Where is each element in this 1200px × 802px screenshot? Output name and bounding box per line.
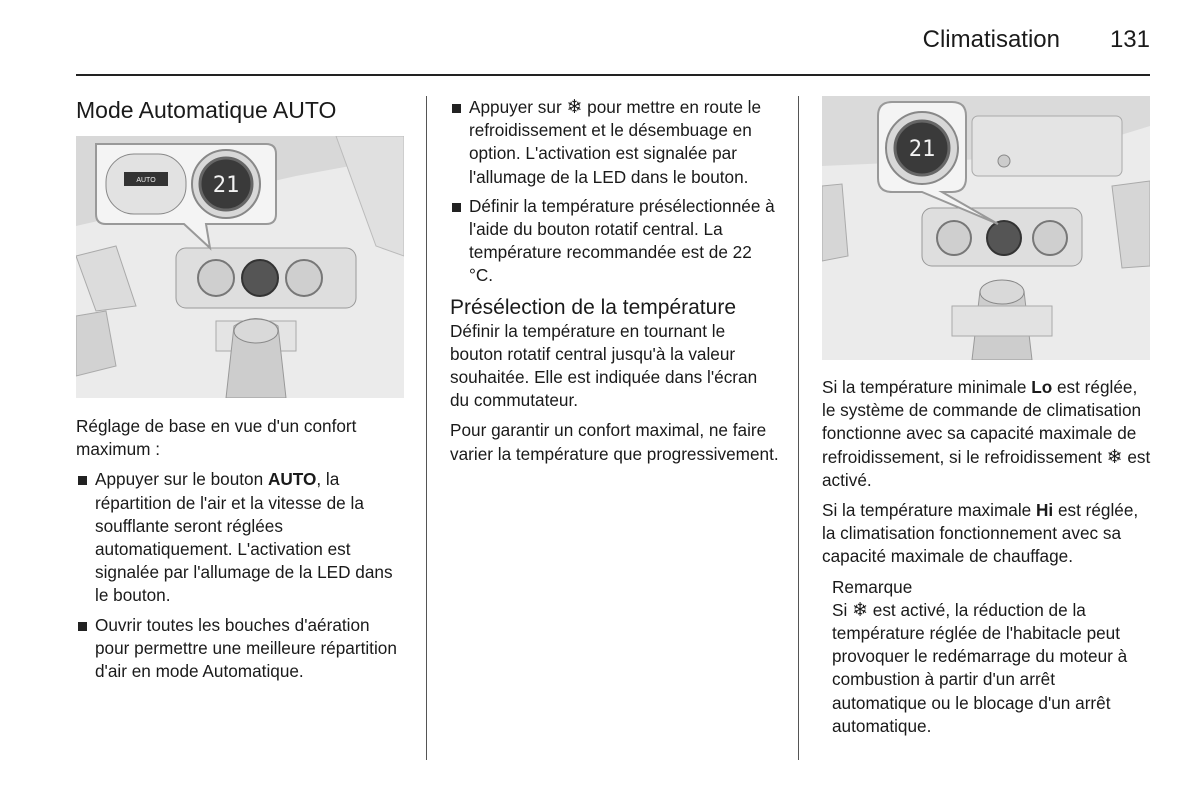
figure-console-knob [822,96,1150,360]
list-item [76,468,406,607]
bullet-text: , la répartition de l'air et la vitesse de la soufflante seront réglées automatiquement. L'activation est signalée par l'allumage de la LED dans le bouton. [95,469,393,606]
hi-keyword: Hi [1035,500,1054,521]
paragraph-text: est réglée, le système de commande de climatisation fonctionne avec sa capacité maximale de refroidissement, si le refroidissement [822,377,1142,467]
bullet-text: Appuyer sur [469,97,567,117]
list-item [450,96,780,189]
page-number: 131 [1109,26,1150,53]
bullet-list-cooling [450,96,780,288]
bullet-text: Ouvrir toutes les bouches d'aération pour permettre une meilleure répartition d'air en mode Automatique. [95,614,397,682]
column-2 [450,96,780,473]
note-body: est activé, la réduction de la température réglée de l'habitacle peut provoquer le redémarrage du moteur à combustion à partir d'un arrêt automatique ou le blocage d'un arrêt automatique. [832,599,1128,736]
section-heading-preselection: Présélection de la température [450,295,736,319]
list-item [450,195,780,288]
figure-console-auto [76,136,404,398]
console-illustration [76,136,404,398]
chapter-title: Climatisation [922,26,1060,53]
header-rule [76,74,1150,76]
note-box [822,576,1152,738]
column-3 [822,96,1152,738]
bullet-text: pour mettre en route le refroidissement et le désembuage en option. L'activation est signalée par l'allumage de la LED dans le bouton. [469,97,762,187]
paragraph: Définir la température en tournant le bouton rotatif central jusqu'à la valeur souhaitée. Elle est indiquée dans l'écran du commutateur. [450,320,758,411]
auto-keyword: AUTO [267,469,317,490]
paragraph: Pour garantir un confort maximal, ne faire varier la température que progressivement. [450,420,779,464]
bullet-list-auto [76,468,406,683]
paragraph-text: est activé. [822,446,1151,490]
figure-temp-display: 21 [908,137,936,162]
column-divider-2 [798,96,799,760]
note-title: Remarque [832,576,913,597]
bullet-text: Appuyer sur le bouton [95,469,268,490]
section-heading-auto: Mode Automatique AUTO [76,97,337,123]
lo-keyword: Lo [1031,377,1053,397]
paragraph-text: est réglée, la climatisation fonctionnement avec sa capacité maximale de chauffage. [822,500,1139,567]
console-illustration [822,96,1150,360]
list-item [76,614,406,684]
note-body: Si [832,599,853,620]
paragraph-hi [822,499,1152,569]
figure-auto-label: AUTO [136,177,156,184]
paragraph-text: Si la température maximale [822,500,1036,521]
paragraph-lo [822,376,1152,492]
bullet-text: Définir la température présélectionnée à l'aide du bouton rotatif central. La température recommandée est de 22 °C. [469,195,775,286]
snowflake-icon: ❄ [1106,446,1123,468]
figure-temp-display: 21 [212,173,240,198]
snowflake-icon: ❄ [566,97,583,118]
note-text [832,599,1152,738]
column-1 [76,96,406,689]
paragraph-text: Si la température minimale [822,377,1032,397]
column-divider-1 [426,96,427,760]
snowflake-icon: ❄ [852,599,868,621]
intro-text: Réglage de base en vue d'un confort maximum : [76,416,357,460]
